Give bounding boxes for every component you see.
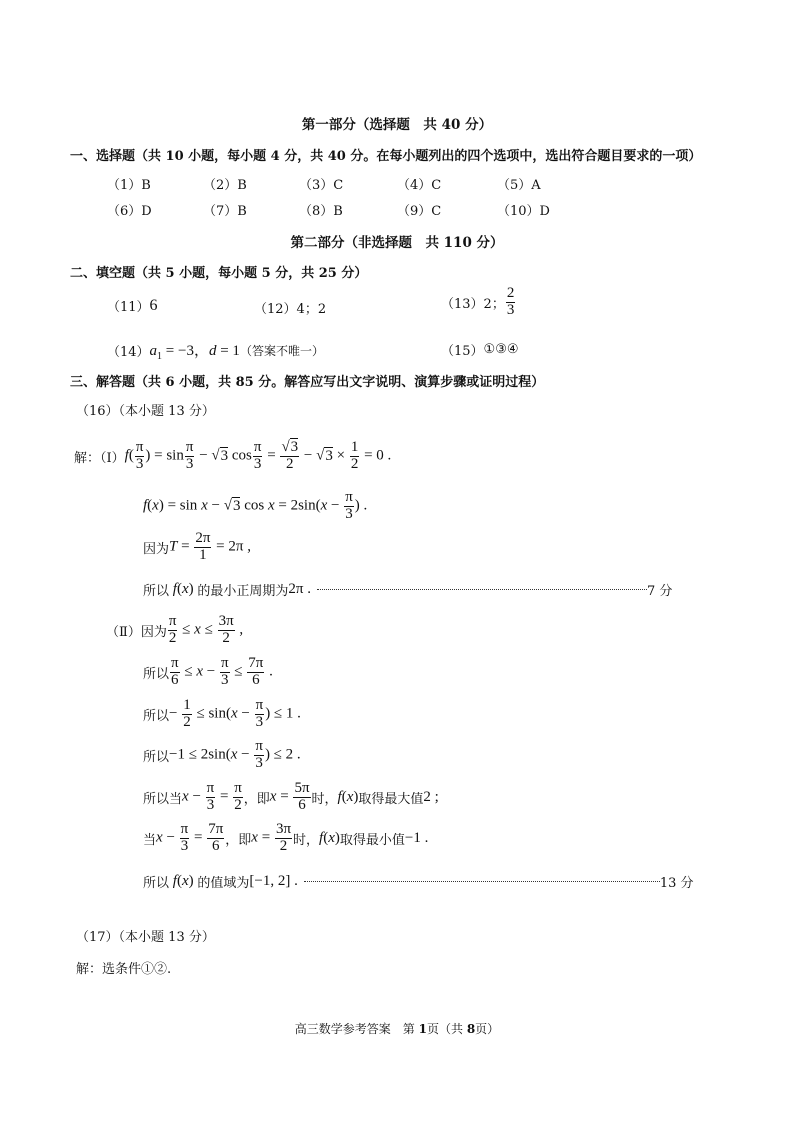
choice-2: （2）B [203,177,247,193]
choice-8: （8）B [299,203,343,219]
q16-line2: f(x) = sin x − √3 cos x = 2sin(x − $\frac{\pi}{3}$ ) . [143,489,368,522]
part2-title: 第二部分（非选择题 共 110 分） [290,235,504,251]
choice-7: （7）B [203,203,247,219]
choice-1: （1）B [107,177,151,193]
score-7: 7 分 [646,584,673,599]
choice-6: （6）D [107,203,152,219]
q16-part2-line7: 所以 f(x) 的值域为 [−1, 2] . 13 分 [143,873,694,891]
choice-4: （4）C [397,177,442,193]
choice-answers [107,170,593,222]
q16-part2-line1: （Ⅱ）因为 $\frac{\pi}{2}$ ≤ x ≤ $\frac{3\pi}{2}$ , [106,613,244,646]
score-13: 13 分 [659,876,694,891]
q17-header: （17）（本小题 13 分） [76,930,215,945]
section2-title: 二、填空题（共 5 小题，每小题 5 分，共 25 分） [70,266,368,281]
section1-title: 一、选择题（共 10 小题，每小题 4 分，共 40 分。在每小题列出的四个选项中，选出符合题目要求的一项） [70,149,702,164]
part1-title: 第一部分（选择题 共 40 分） [301,117,493,133]
q16-part2-line6: 当 x − $\frac{\pi}{3}$ = $\frac{7\pi}{6}$ ，即 x = $\frac{3\pi}{2}$ 时， f(x) 取得最小值 −1 . [143,821,429,854]
q16-line3: 因为 T = $\frac{2\pi}{1}$ = 2π , [143,530,251,563]
q16-line4: 所以 f(x) 的最小正周期为 2π . 7 分 [143,581,673,599]
answer-12: （12） 4；2 [254,302,327,317]
choice-10: （10）D [497,203,550,219]
q16-part2-line5: 所以当 x − $\frac{\pi}{3}$ = $\frac{\pi}{2}$ ，即 x = $\frac{5\pi}{6}$ 时， f(x) 取得最大值 2 ; [143,780,439,813]
q16-line1: 解：（Ⅰ） f( $\frac{\pi}{3}$ ) = sin $\frac{\pi}{3}$ − √3 cos $\frac{\pi}{3}$ = $\frac{√3}{2}$ − √3 × $\frac{1}{2}$ = 0 . [74,439,392,472]
choice-3: （3）C [299,177,344,193]
section3-title: 三、解答题（共 6 小题，共 85 分。解答应写出文字说明、演算步骤或证明过程） [70,375,545,390]
q16-part2-line2: 所以 $\frac{\pi}{6}$ ≤ x − $\frac{\pi}{3}$ ≤ $\frac{7\pi}{6}$ . [143,655,273,688]
answer-15: （15） ①③④ [441,342,519,359]
answer-13: （13） 2； $\frac{2}{3}$ [441,285,515,318]
choice-9: （9）C [397,203,442,219]
answer-11: （11） 6 [107,296,158,315]
answer-14: （14） $a_1 = -3$，d = 1 （答案不唯一） [107,343,324,362]
page-footer: 高三数学参考答案 第 1页（共 8页） [294,1022,500,1036]
choice-5: （5）A [497,177,541,193]
q16-part2-line4: 所以 −1 ≤ 2sin(x − $\frac{\pi}{3}$ ) ≤ 2 . [143,738,301,771]
q16-header: （16）（本小题 13 分） [76,404,215,419]
q17-line1: 解：选条件①②. [76,962,172,977]
q16-part2-line3: 所以 − $\frac{1}{2}$ ≤ sin(x − $\frac{\pi}{3}$ ) ≤ 1 . [143,697,301,730]
